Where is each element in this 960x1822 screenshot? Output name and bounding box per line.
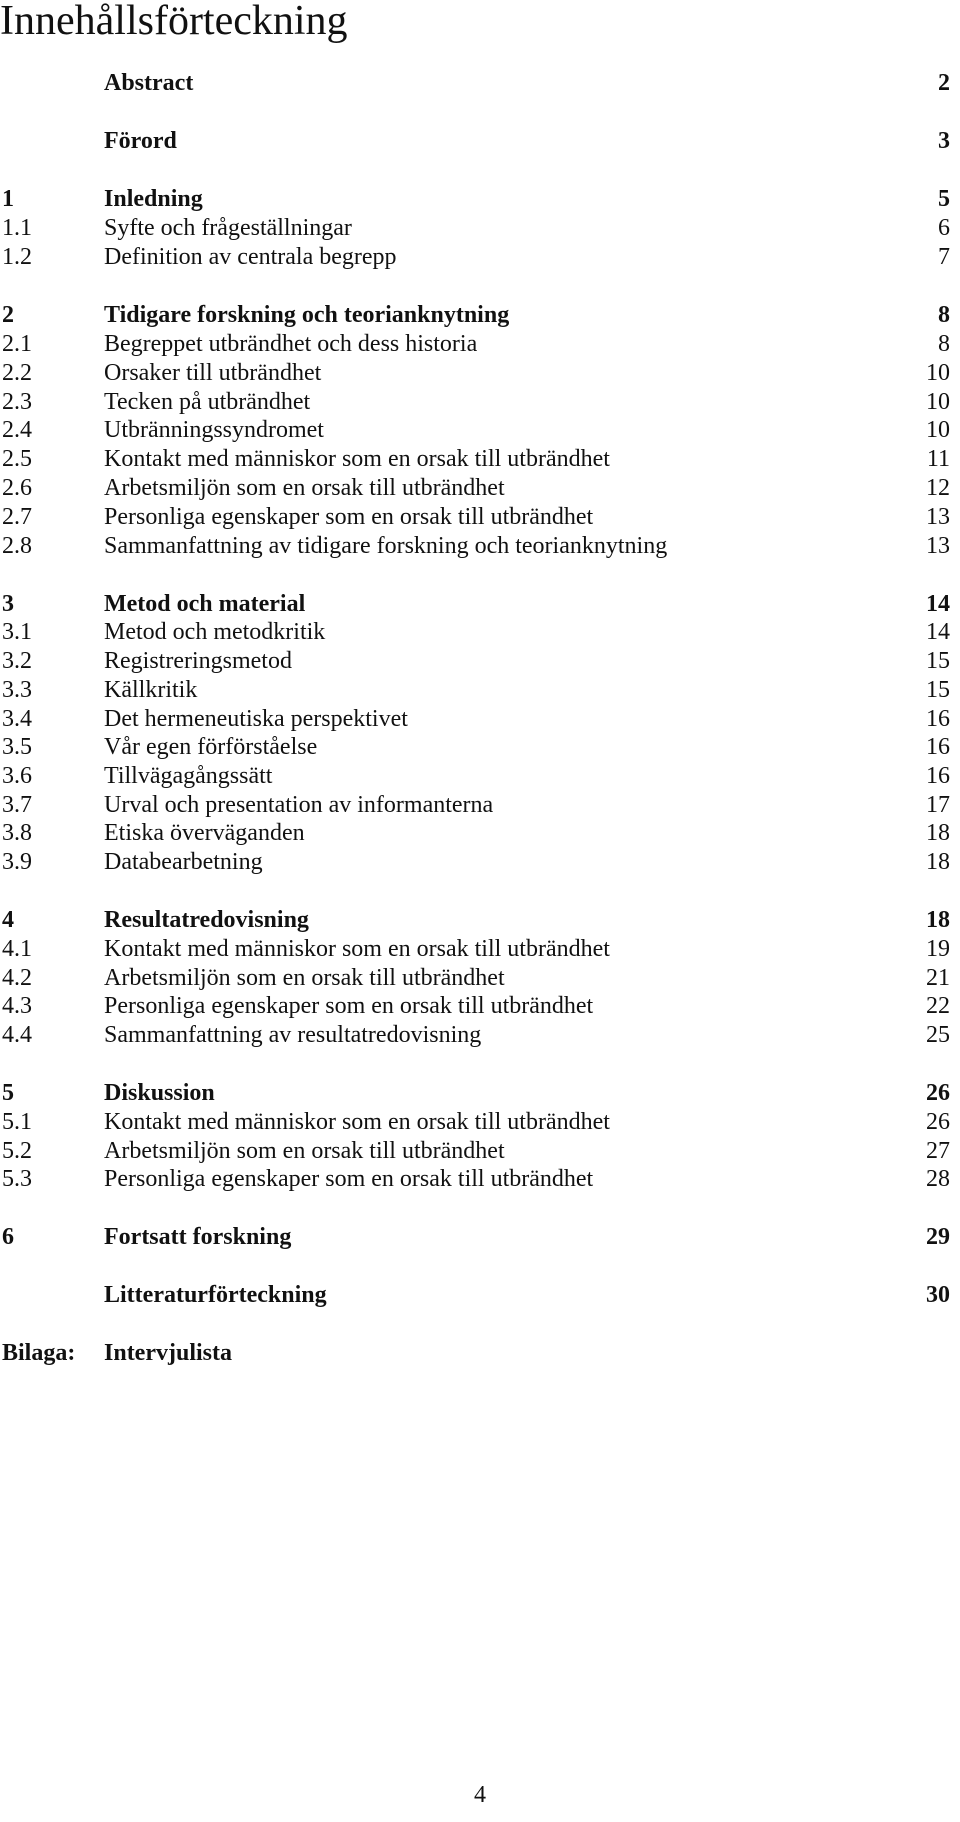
toc-entry-page: 15 xyxy=(926,677,950,703)
toc-entry-title: Arbetsmiljön som en orsak till utbrändhet xyxy=(104,965,505,991)
toc-entry-number: 3.1 xyxy=(2,619,32,645)
toc-entry-number: 2.1 xyxy=(2,331,32,357)
toc-entry-page: 22 xyxy=(926,993,950,1019)
toc-entry-page: 5 xyxy=(938,186,950,212)
toc-entry-number: 1.2 xyxy=(2,244,32,270)
toc-entry-title: Sammanfattning av resultatredovisning xyxy=(104,1022,482,1048)
toc-entry-number: 4.1 xyxy=(2,936,32,962)
toc-entry-title: Metod och metodkritik xyxy=(104,619,326,645)
toc-entry xyxy=(0,1162,960,1196)
toc-entry-number: 3 xyxy=(2,591,14,617)
toc-entry-page: 12 xyxy=(926,475,950,501)
toc-entry-page: 14 xyxy=(926,619,950,645)
toc-entry-number: 5 xyxy=(2,1080,14,1106)
toc-entry-page: 29 xyxy=(926,1224,950,1250)
toc-entry-title: Kontakt med människor som en orsak till utbrändhet xyxy=(104,446,610,472)
toc-entry-page: 21 xyxy=(926,965,950,991)
toc-entry-title: Personliga egenskaper som en orsak till utbrändhet xyxy=(104,1166,594,1192)
toc-entry-number: 5.1 xyxy=(2,1109,32,1135)
toc-entry-page: 26 xyxy=(926,1109,950,1135)
toc-entry-title: Kontakt med människor som en orsak till utbrändhet xyxy=(104,936,610,962)
toc-entry-number: 4.2 xyxy=(2,965,32,991)
toc-entry-number: 3.6 xyxy=(2,763,32,789)
toc-entry xyxy=(0,845,960,879)
toc-entry-title: Personliga egenskaper som en orsak till utbrändhet xyxy=(104,504,594,530)
toc-entry-number: 2.4 xyxy=(2,417,32,443)
toc-entry-page: 13 xyxy=(926,533,950,559)
toc-entry-page: 13 xyxy=(926,504,950,530)
toc-entry-page: 18 xyxy=(926,907,950,933)
toc-entry xyxy=(0,1336,960,1370)
toc-entry-title: Litteraturförteckning xyxy=(104,1282,327,1308)
toc-entry-title: Förord xyxy=(104,128,177,154)
toc-entry-title: Metod och material xyxy=(104,591,306,617)
toc-entry-page: 19 xyxy=(926,936,950,962)
toc-entry-page: 18 xyxy=(926,849,950,875)
toc-entry xyxy=(0,240,960,274)
toc-entry-number: 2.3 xyxy=(2,389,32,415)
toc-entry-title: Fortsatt forskning xyxy=(104,1224,292,1250)
toc-entry-page: 3 xyxy=(938,128,950,154)
toc-entry-title: Personliga egenskaper som en orsak till utbrändhet xyxy=(104,993,594,1019)
toc-entry-title: Databearbetning xyxy=(104,849,263,875)
toc-entry-page: 14 xyxy=(926,591,950,617)
toc-entry-page: 16 xyxy=(926,734,950,760)
toc-entry-title: Källkritik xyxy=(104,677,198,703)
toc-entry xyxy=(0,1220,960,1254)
toc-entry-page: 10 xyxy=(926,389,950,415)
toc-entry-title: Inledning xyxy=(104,186,203,212)
toc-entry-number: 2 xyxy=(2,302,14,328)
toc-entry-number: 3.5 xyxy=(2,734,32,760)
toc-entry-title: Registreringsmetod xyxy=(104,648,292,674)
toc-entry-number: 2.5 xyxy=(2,446,32,472)
toc-entry-page: 16 xyxy=(926,763,950,789)
toc-entry-title: Etiska överväganden xyxy=(104,820,305,846)
toc-entry-page: 7 xyxy=(938,244,950,270)
toc-entry-page: 10 xyxy=(926,360,950,386)
toc-entry-page: 2 xyxy=(938,70,950,96)
toc-entry-title: Abstract xyxy=(104,70,194,96)
toc-entry-title: Utbränningssyndromet xyxy=(104,417,324,443)
toc-entry-number: 3.8 xyxy=(2,820,32,846)
toc-entry-number: 2.6 xyxy=(2,475,32,501)
toc-entry xyxy=(0,1018,960,1052)
toc-entry-number: 2.2 xyxy=(2,360,32,386)
toc-entry-title: Tidigare forskning och teorianknytning xyxy=(104,302,510,328)
toc-entry-title: Orsaker till utbrändhet xyxy=(104,360,322,386)
toc-entry-number: 1.1 xyxy=(2,215,32,241)
toc-entry-title: Tillvägagångssätt xyxy=(104,763,273,789)
page-title: Innehållsförteckning xyxy=(0,0,348,44)
toc-entry-number: 1 xyxy=(2,186,14,212)
toc-entry-number: 5.3 xyxy=(2,1166,32,1192)
toc-entry-number: 3.3 xyxy=(2,677,32,703)
toc-entry-number: 2.7 xyxy=(2,504,32,530)
toc-entry xyxy=(0,1278,960,1312)
toc-entry-title: Begreppet utbrändhet och dess historia xyxy=(104,331,478,357)
toc-entry-page: 27 xyxy=(926,1138,950,1164)
toc-entry-page: 6 xyxy=(938,215,950,241)
toc-entry-title: Syfte och frågeställningar xyxy=(104,215,352,241)
toc-entry-title: Kontakt med människor som en orsak till utbrändhet xyxy=(104,1109,610,1135)
toc-entry-number: 5.2 xyxy=(2,1138,32,1164)
page-number: 4 xyxy=(474,1782,486,1808)
toc-entry-page: 15 xyxy=(926,648,950,674)
toc-entry-page: 11 xyxy=(926,446,950,472)
toc-entry-page: 8 xyxy=(938,331,950,357)
toc-entry-title: Resultatredovisning xyxy=(104,907,309,933)
toc-entry-number: 3.7 xyxy=(2,792,32,818)
toc-entry-title: Definition av centrala begrepp xyxy=(104,244,397,270)
toc-entry-page: 25 xyxy=(926,1022,950,1048)
toc-entry xyxy=(0,529,960,563)
toc-entry-number: 3.2 xyxy=(2,648,32,674)
toc-entry-number: 3.4 xyxy=(2,706,32,732)
toc-entry-page: 30 xyxy=(926,1282,950,1308)
toc-entry-title: Vår egen förförståelse xyxy=(104,734,318,760)
toc-entry-number: 3.9 xyxy=(2,849,32,875)
toc-entry-title: Det hermeneutiska perspektivet xyxy=(104,706,408,732)
toc-entry-page: 16 xyxy=(926,706,950,732)
toc-entry-page: 17 xyxy=(926,792,950,818)
toc-entry-title: Intervjulista xyxy=(104,1340,232,1366)
toc-entry-title: Arbetsmiljön som en orsak till utbrändhet xyxy=(104,475,505,501)
toc-entry-page: 28 xyxy=(926,1166,950,1192)
toc-entry-page: 18 xyxy=(926,820,950,846)
toc-entry-title: Diskussion xyxy=(104,1080,215,1106)
toc-entry xyxy=(0,66,960,100)
toc-entry-number: 4 xyxy=(2,907,14,933)
toc-entry-title: Sammanfattning av tidigare forskning och teorianknytning xyxy=(104,533,668,559)
toc-entry-number: Bilaga: xyxy=(2,1340,76,1366)
toc-entry-page: 10 xyxy=(926,417,950,443)
toc-entry-title: Arbetsmiljön som en orsak till utbrändhet xyxy=(104,1138,505,1164)
toc-entry-page: 8 xyxy=(938,302,950,328)
toc-entry-number: 6 xyxy=(2,1224,14,1250)
toc-entry xyxy=(0,124,960,158)
toc-entry-title: Tecken på utbrändhet xyxy=(104,389,311,415)
toc-entry-number: 2.8 xyxy=(2,533,32,559)
toc-entry-number: 4.3 xyxy=(2,993,32,1019)
toc-entry-title: Urval och presentation av informanterna xyxy=(104,792,494,818)
toc-entry-number: 4.4 xyxy=(2,1022,32,1048)
toc-entry-page: 26 xyxy=(926,1080,950,1106)
